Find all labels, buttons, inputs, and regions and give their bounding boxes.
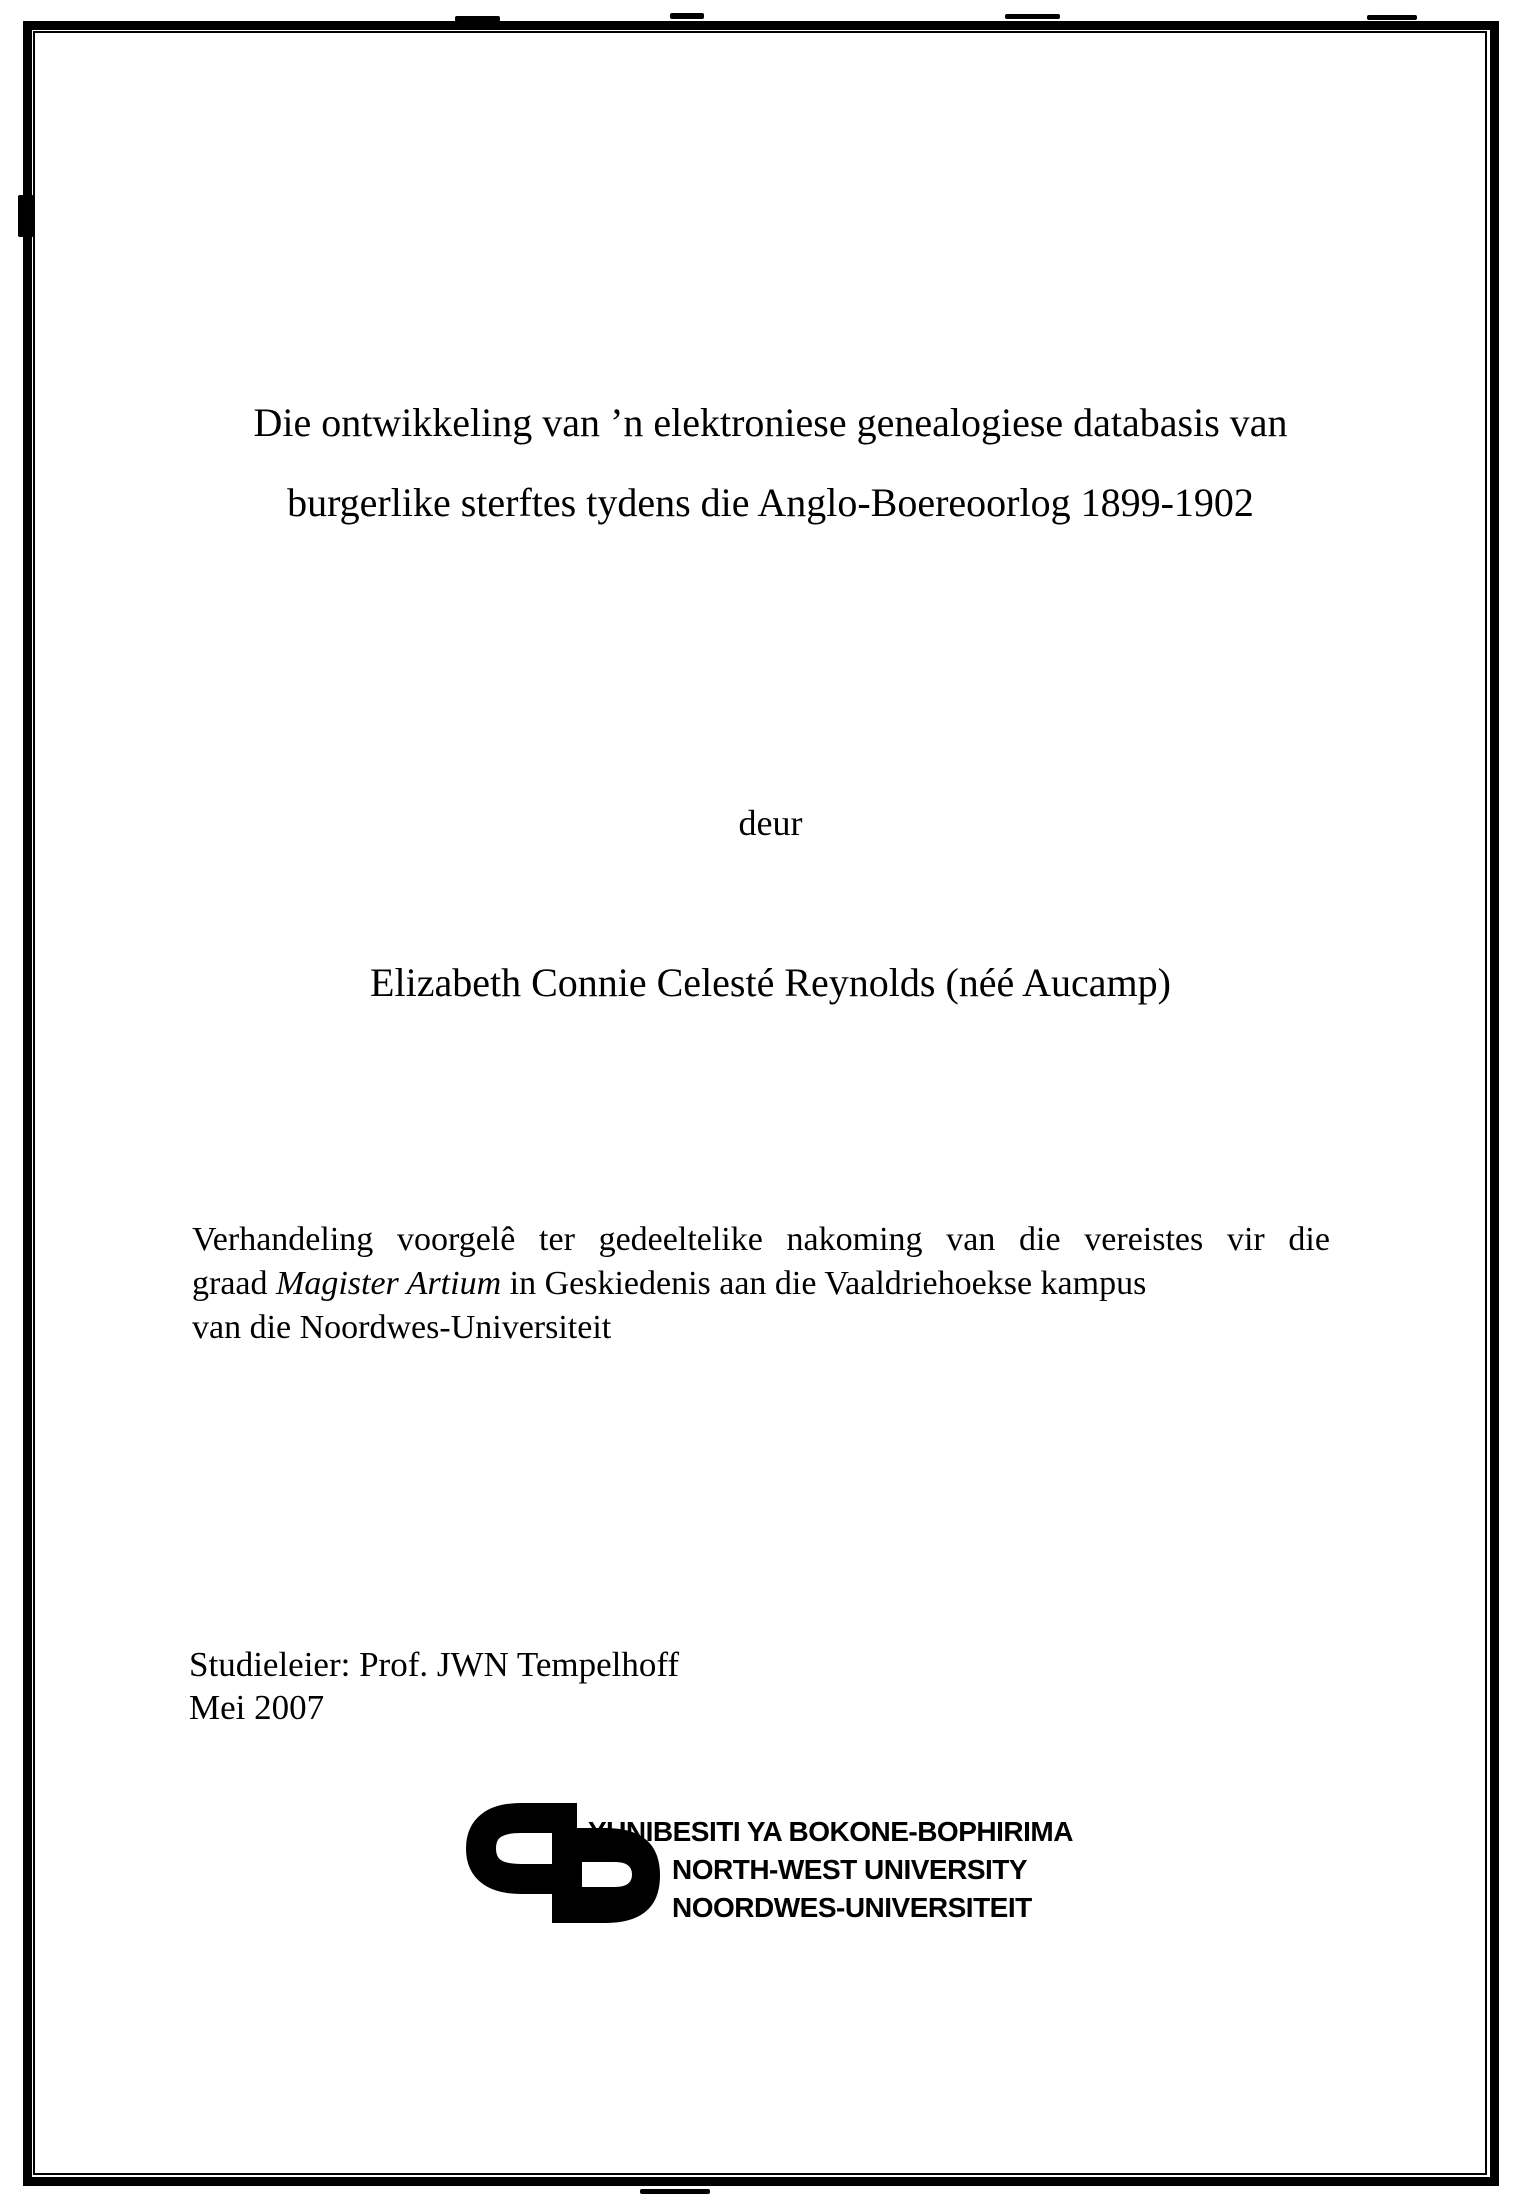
degree-name: Magister Artium xyxy=(276,1265,502,1302)
logo-wordmark xyxy=(588,1813,1073,1927)
submission-word: die xyxy=(1288,1221,1330,1258)
submission-word: gedeeltelike xyxy=(598,1221,763,1258)
logo-line-afrikaans: NOORDWES-UNIVERSITEIT xyxy=(672,1892,1032,1923)
thesis-title-line1: Die ontwikkeling van ’n elektroniese genealogiese databasis van xyxy=(253,400,1288,445)
submission-word: nakoming xyxy=(786,1221,923,1258)
submission-line1 xyxy=(192,1218,1330,1262)
submission-word: van xyxy=(946,1221,996,1258)
scan-artifact xyxy=(640,2189,710,2194)
submission-word: vir xyxy=(1226,1221,1265,1258)
scan-artifact xyxy=(1005,14,1060,19)
submission-word: vereistes xyxy=(1084,1221,1204,1258)
university-logo xyxy=(465,1799,1165,1939)
logo-line-english: NORTH-WEST UNIVERSITY xyxy=(672,1854,1028,1885)
submission-line2-pre: graad xyxy=(192,1265,277,1302)
byline: deur xyxy=(738,803,803,843)
thesis-title xyxy=(7,383,1527,543)
date-line: Mei 2007 xyxy=(189,1688,325,1727)
submission-word: voorgelê xyxy=(396,1221,516,1258)
submission-word: ter xyxy=(539,1221,575,1258)
submission-statement xyxy=(192,1218,1330,1350)
submission-line3: van die Noordwes-Universiteit xyxy=(192,1309,612,1346)
logo-line-setswana: YUNIBESITI YA BOKONE-BOPHIRIMA xyxy=(588,1816,1073,1847)
author-name: Elizabeth Connie Celesté Reynolds (néé Aucamp) xyxy=(370,960,1171,1005)
submission-line2 xyxy=(192,1262,1330,1306)
supervisor-block xyxy=(189,1643,679,1729)
scan-artifact xyxy=(670,13,704,19)
supervisor-line: Studieleier: Prof. JWN Tempelhoff xyxy=(189,1645,680,1684)
submission-word: Verhandeling xyxy=(192,1221,374,1258)
submission-word: die xyxy=(1019,1221,1061,1258)
scan-artifact xyxy=(1367,15,1417,20)
thesis-title-line2: burgerlike sterftes tydens die Anglo-Boereoorlog 1899-1902 xyxy=(287,480,1254,525)
submission-line2-post: in Geskiedenis aan die Vaaldriehoekse kampus xyxy=(501,1265,1147,1302)
